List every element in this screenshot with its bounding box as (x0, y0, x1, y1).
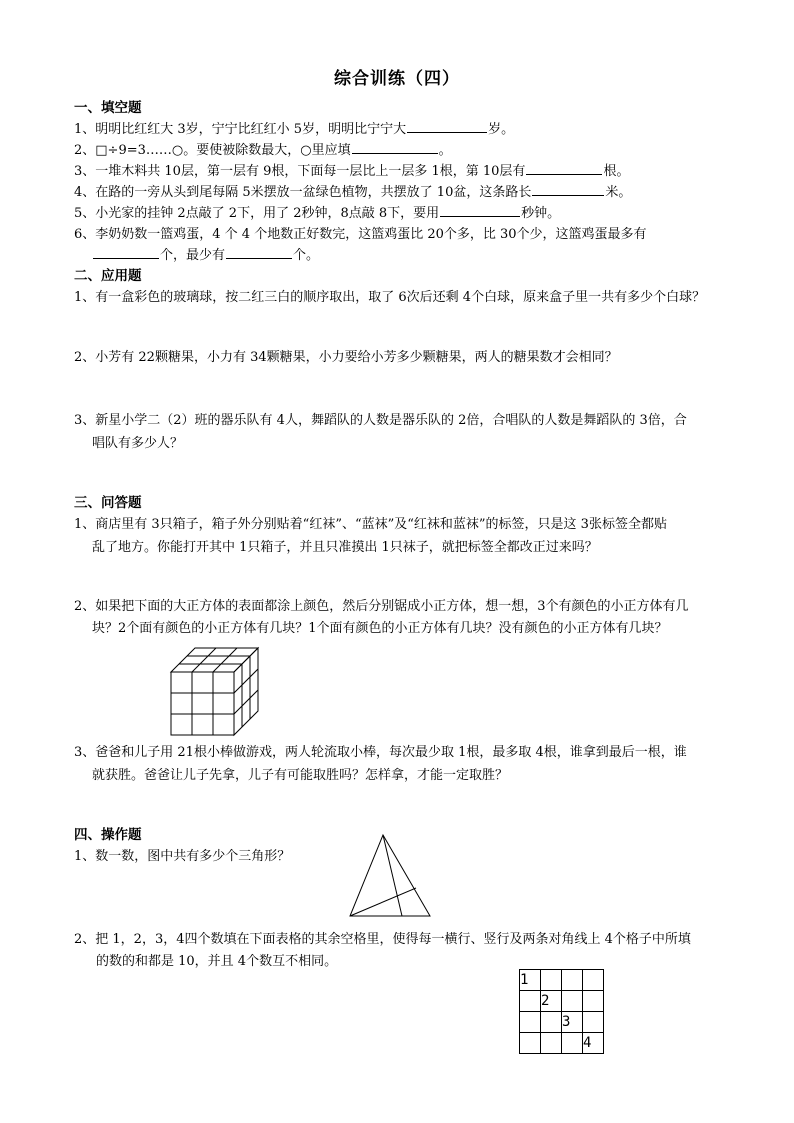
grid-cell[interactable] (583, 970, 604, 991)
question-2-3-cont: 唱队有多少人？ (92, 436, 184, 451)
question-text: 2、□÷9=3……○。要使被除数最大，○里应填 (74, 143, 351, 158)
question-text-end: 。 (438, 143, 452, 158)
grid-cell[interactable] (583, 1012, 604, 1033)
grid-cell[interactable] (541, 1033, 562, 1054)
grid-cell[interactable]: 1 (520, 970, 541, 991)
question-text-end: 米。 (605, 185, 632, 200)
grid-cell[interactable] (583, 991, 604, 1012)
cube-figure (165, 643, 265, 739)
question-3-3: 3、爸爸和儿子用 21根小棒做游戏，两人轮流取小棒，每次最少取 1根，最多取 4根，谁拿到最后一根，谁 (74, 745, 687, 760)
question-text-end: 根。 (603, 164, 630, 179)
question-2-1: 1、有一盒彩色的玻璃球，按二红三白的顺序取出，取了 6次后还剩 4个白球，原来盒子里一共有多少个白球？ (74, 290, 706, 305)
triangle-figure (344, 832, 434, 922)
grid-cell[interactable] (520, 1012, 541, 1033)
grid-cell[interactable]: 4 (583, 1033, 604, 1054)
grid-cell[interactable] (541, 970, 562, 991)
question-text: 个，最少有 (160, 248, 226, 263)
page-title: 综合训练（四） (334, 69, 460, 89)
question-3-2-cont: 块？2个面有颜色的小正方体有几块？1个面有颜色的小正方体有几块？没有颜色的小正方体有几块？ (92, 621, 668, 636)
question-3-3-cont: 就获胜。爸爸让儿子先拿，儿子有可能取胜吗？怎样拿，才能一定取胜？ (92, 768, 509, 783)
grid-cell[interactable] (562, 1033, 583, 1054)
answer-blank-min[interactable] (226, 246, 292, 259)
question-1-1 (74, 118, 514, 137)
question-1-4 (74, 181, 631, 200)
question-text: 5、小光家的挂钟 2点敲了 2下，用了 2秒钟，8点敲 8下，要用 (74, 206, 440, 221)
question-1-3 (74, 160, 629, 179)
question-text-end: 岁。 (488, 122, 515, 137)
question-3-2: 2、如果把下面的大正方体的表面都涂上颜色，然后分别锯成小正方体，想一想，3个有颜色的小正方体有几 (74, 599, 689, 614)
section-heading-fill-blank: 一、填空题 (74, 100, 142, 116)
section-heading-operation: 四、操作题 (74, 827, 142, 843)
question-1-6: 6、李奶奶数一篮鸡蛋，4 个 4 个地数正好数完，这篮鸡蛋比 20个多，比 30个少，这篮鸡蛋最多有 (74, 227, 647, 242)
answer-blank[interactable] (532, 183, 604, 196)
question-3-1-cont: 乱了地方。你能打开其中 1只箱子，并且只准摸出 1只袜子，就把标签全都改正过来吗？ (92, 540, 598, 555)
answer-blank[interactable] (440, 204, 520, 217)
question-text-end: 秒钟。 (521, 206, 561, 221)
grid-cell[interactable] (520, 991, 541, 1012)
section-heading-word-problems: 二、应用题 (74, 268, 142, 284)
question-4-2-cont: 的数的和都是 10，并且 4个数互不相同。 (96, 954, 338, 969)
question-3-1: 1、商店里有 3只箱子，箱子外分别贴着“红袜”、“蓝袜”及“红袜和蓝袜”的标签，只是这 3张标签全都贴 (74, 517, 667, 532)
answer-blank-max[interactable] (93, 246, 159, 259)
answer-blank[interactable] (526, 162, 602, 175)
question-text-end: 个。 (293, 248, 320, 263)
section-heading-qa: 三、问答题 (74, 495, 142, 511)
question-4-1: 1、数一数，图中共有多少个三角形？ (74, 849, 291, 864)
question-text: 3、一堆木料共 10层，第一层有 9根，下面每一层比上一层多 1根，第 10层有 (74, 164, 526, 179)
question-text: 4、在路的一旁从头到尾每隔 5米摆放一盆绿色植物，共摆放了 10盆，这条路长 (74, 185, 532, 200)
grid-cell[interactable] (541, 1012, 562, 1033)
answer-blank[interactable] (352, 141, 438, 154)
grid-cell[interactable] (562, 970, 583, 991)
question-2-3: 3、新星小学二（2）班的器乐队有 4人，舞蹈队的人数是器乐队的 2倍，合唱队的人数是舞蹈队的 3倍，合 (74, 413, 687, 428)
answer-blank[interactable] (407, 120, 487, 133)
question-1-2 (74, 139, 452, 158)
grid-cell[interactable]: 3 (562, 1012, 583, 1033)
question-text: 1、明明比红红大 3岁，宁宁比红红小 5岁，明明比宁宁大 (74, 122, 407, 137)
number-grid (519, 969, 604, 1054)
question-1-6-cont (92, 244, 319, 263)
grid-cell[interactable]: 2 (541, 991, 562, 1012)
question-1-5 (74, 202, 560, 221)
grid-cell[interactable] (562, 991, 583, 1012)
grid-cell[interactable] (520, 1033, 541, 1054)
question-4-2: 2、把 1，2，3，4四个数填在下面表格的其余空格里，使得每一横行、竖行及两条对角线上 4个格子中所填 (74, 932, 691, 947)
question-2-2: 2、小芳有 22颗糖果，小力有 34颗糖果，小力要给小芳多少颗糖果，两人的糖果数才会相同？ (74, 350, 618, 365)
